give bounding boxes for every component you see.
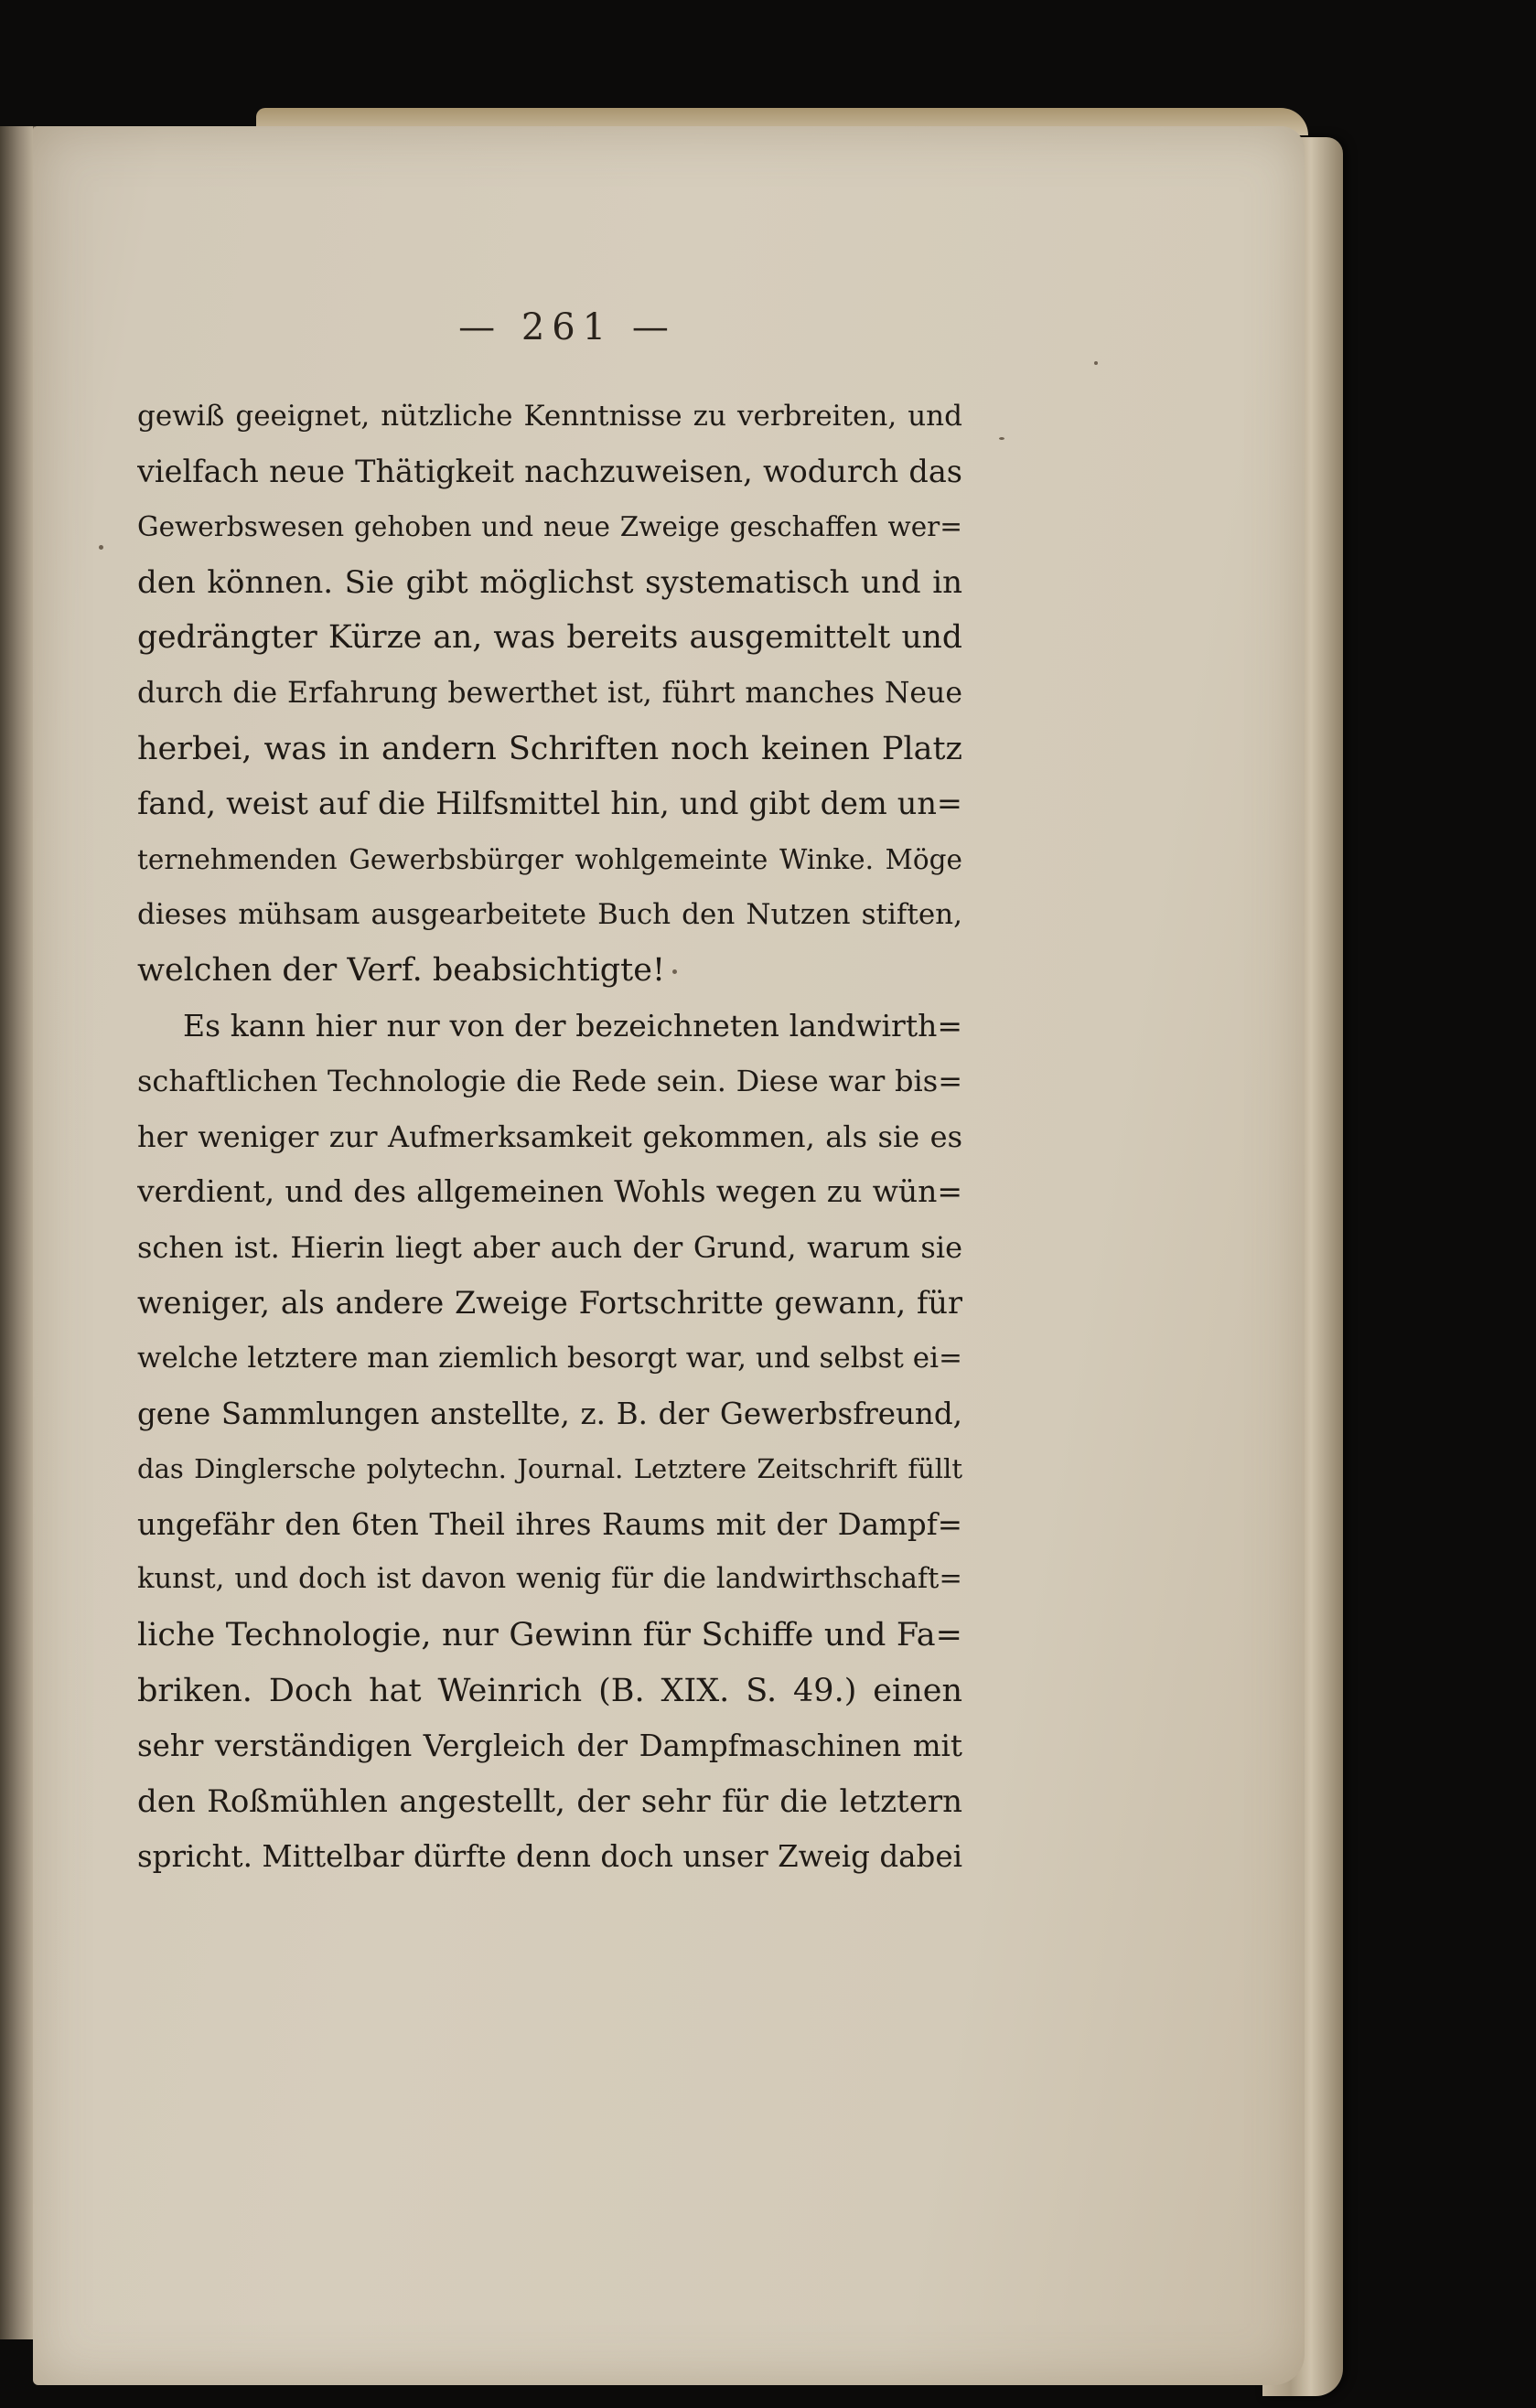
paper-speck bbox=[999, 437, 1004, 440]
text-line: ternehmenden Gewerbsbürger wohlgemeinte Winke. Möge bbox=[137, 843, 962, 875]
text-line: ungefähr den 6ten Theil ihres Raums mit der Dampf= bbox=[137, 1506, 962, 1542]
text-line: schen ist. Hierin liegt aber auch der Grund, warum sie bbox=[137, 1229, 962, 1265]
text-line: kunst, und doch ist davon wenig für die landwirthschaft= bbox=[137, 1563, 962, 1596]
paper-speck bbox=[99, 545, 103, 550]
text-line: dieses mühsam ausgearbeitete Buch den Nutzen stiften, bbox=[137, 898, 962, 932]
text-line: liche Technologie, nur Gewinn für Schiffe und Fa= bbox=[137, 1617, 962, 1654]
body-text bbox=[137, 389, 962, 1885]
text-line: her weniger zur Aufmerksamkeit gekommen, als sie es bbox=[137, 1118, 962, 1154]
text-line: durch die Erfahrung bewerthet ist, führt manches Neue bbox=[137, 676, 962, 710]
text-line: fand, weist auf die Hilfsmittel hin, und gibt dem un= bbox=[137, 786, 962, 822]
text-line: gewiß geeignet, nützliche Kenntnisse zu verbreiten, und bbox=[137, 400, 962, 433]
text-line: Es kann hier nur von der bezeichneten landwirth= bbox=[183, 1007, 962, 1043]
paper-speck bbox=[1094, 361, 1098, 365]
paper-speck bbox=[672, 969, 677, 974]
text-line: Gewerbswesen gehoben und neue Zweige geschaffen wer= bbox=[137, 511, 962, 543]
facing-page-edge bbox=[0, 126, 35, 2339]
text-line: spricht. Mittelbar dürfte denn doch unser Zweig dabei bbox=[137, 1839, 962, 1875]
text-line: gene Sammlungen anstellte, z. B. der Gewerbsfreund, bbox=[137, 1396, 962, 1431]
text-line: das Dinglersche polytechn. Journal. Letztere Zeitschrift füllt bbox=[137, 1453, 962, 1485]
text-line: den Roßmühlen angestellt, der sehr für die letztern bbox=[137, 1782, 962, 1820]
text-line: briken. Doch hat Weinrich (B. XIX. S. 49.) einen bbox=[137, 1672, 962, 1709]
page-number: — 261 — bbox=[458, 306, 676, 348]
text-line: herbei, was in andern Schriften noch keinen Platz bbox=[137, 730, 962, 767]
text-line: sehr verständigen Vergleich der Dampfmaschinen mit bbox=[137, 1728, 962, 1764]
text-line: den können. Sie gibt möglichst systematisch und in bbox=[137, 563, 962, 601]
text-line: schaftlichen Technologie die Rede sein. Diese war bis= bbox=[137, 1064, 962, 1099]
text-line: welche letztere man ziemlich besorgt war, und selbst ei= bbox=[137, 1342, 962, 1375]
text-line: vielfach neue Thätigkeit nachzuweisen, wodurch das bbox=[137, 453, 962, 489]
text-line: gedrängter Kürze an, was bereits ausgemittelt und bbox=[137, 619, 962, 657]
text-line: weniger, als andere Zweige Fortschritte gewann, für bbox=[137, 1284, 962, 1321]
text-line: verdient, und des allgemeinen Wohls wegen zu wün= bbox=[137, 1173, 962, 1210]
text-line: welchen der Verf. beabsichtigte! bbox=[137, 951, 666, 989]
